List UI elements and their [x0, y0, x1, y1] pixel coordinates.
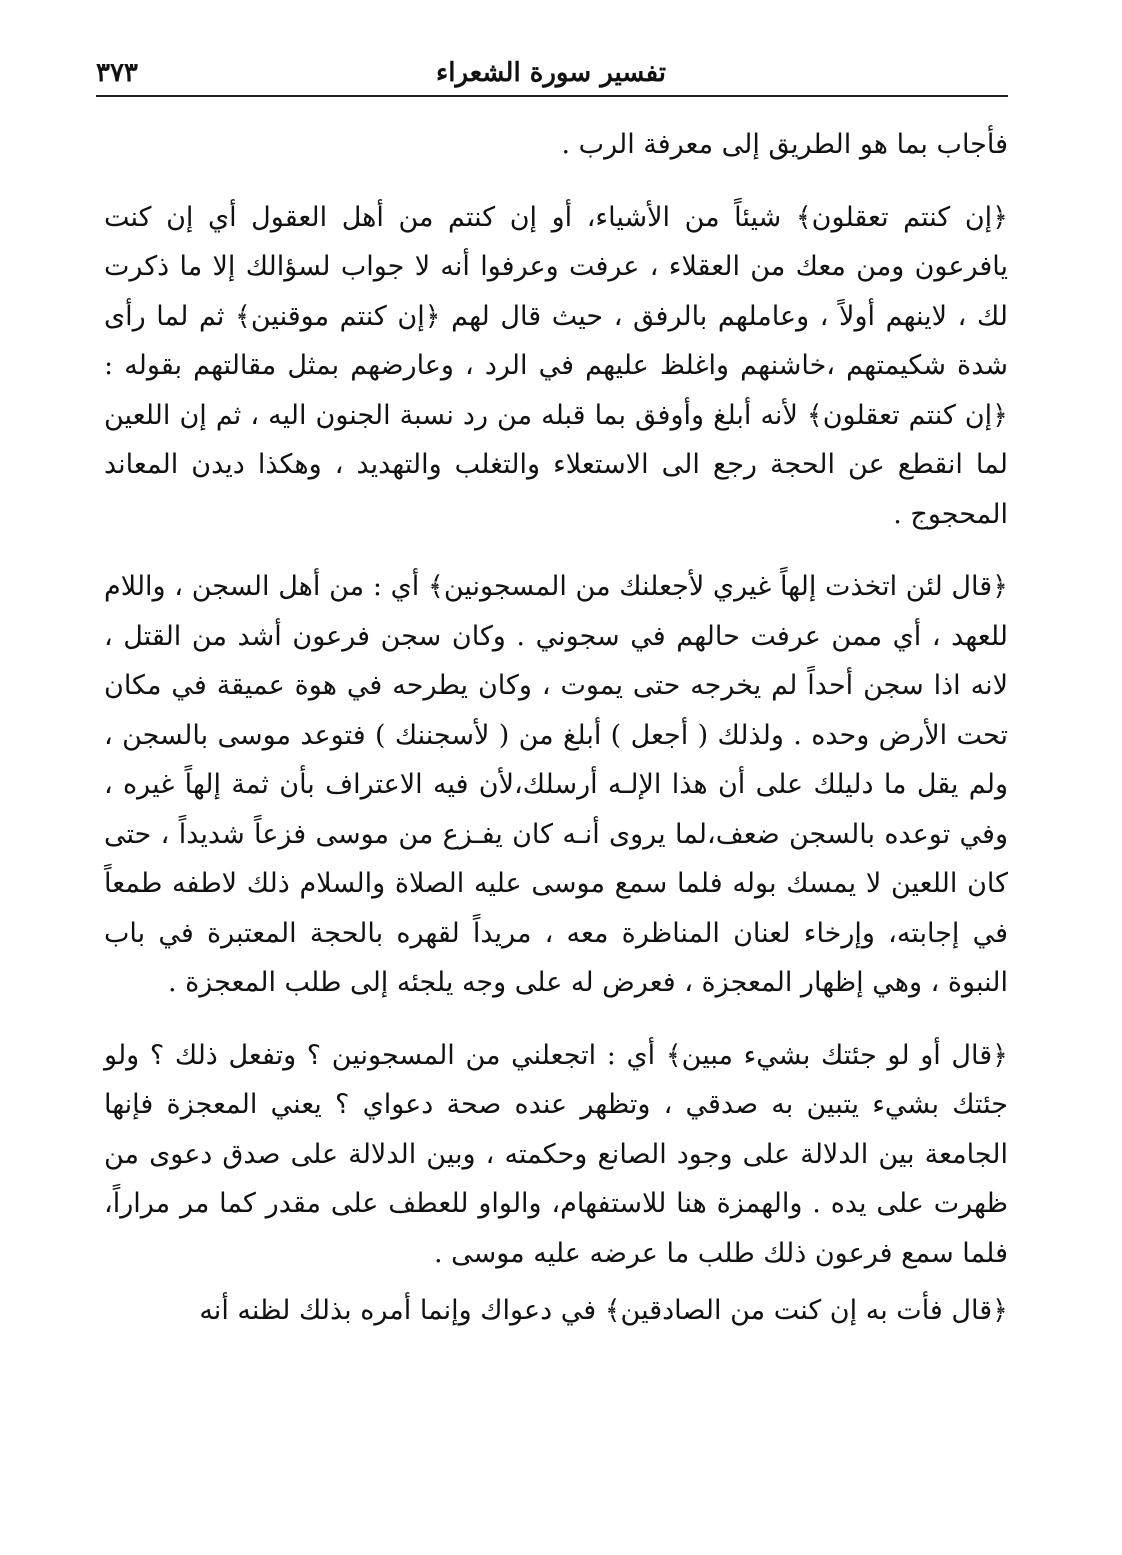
paragraph-3: ﴿قال لئن اتخذت إلهاً غيري لأجعلنك من المسجونين﴾ أي : من أهل السجن ، واللام للعهد ، أي ممن عرفت حالهم في سجوني . وكان سجن فرعون أشد من القتل ، لانه اذا سجن أحداً لم يخرجه حتى يموت ، وكان يطرحه في هوة عميقة في مكان تحت الأرض وحده . ولذلك ( أجعل ) أبلغ من ( لأسجننك ) فتوعد موسى بالسجن ، ولم يقل ما دليلك على أن هذا الإلـه أرسلك،لأن فيه الاعتراف بأن ثمة إلهاً غيره ، وفي توعده بالسجن ضعف،لما يروى أنـه كان يفـزع من موسى فزعاً شديداً ، حتى كان اللعين لا يمسك بوله فلما سمع موسى عليه الصلاة والسلام ذلك لاطفه طمعاً في إجابته، وإرخاء لعنان المناظرة معه ، مريداً لقهره بالحجة المعتبرة في باب النبوة ، وهي إظهار المعجزة ، فعرض له على وجه يلجئه إلى طلب المعجزة .	[104, 571, 1008, 998]
running-header	[96, 52, 1006, 92]
header-title: تفسير سورة الشعراء	[436, 58, 666, 88]
header-divider	[96, 95, 1008, 97]
paragraph-5: ﴿قال فأت به إن كنت من الصادقين﴾ في دعواك وإنما أمره بذلك لظنه أنه	[199, 1295, 1008, 1326]
paragraph-2: ﴿إن كنتم تعقلون﴾ شيئاً من الأشياء، أو إن كنتم من أهل العقول أي إن كنت يافرعون ومن معك من العقلاء ، عرفت وعرفوا أنه لا جواب لسؤالك إلا ما ذكرت لك ، لاينهم أولاً ، وعاملهم بالرفق ، حيث قال لهم ﴿إن كنتم موقنين﴾ ثم لما رأى شدة شكيمتهم ،خاشنهم واغلظ عليهم في الرد ، وعارضهم بمثل مقالتهم بقوله : ﴿إن كنتم تعقلون﴾ لأنه أبلغ وأوفق بما قبله من رد نسبة الجنون اليه ، ثم إن اللعين لما انقطع عن الحجة رجع الى الاستعلاء والتغلب والتهديد ، وهكذا ديدن المعاند المحجوج .	[104, 201, 1008, 530]
paragraph-1: فأجاب بما هو الطريق إلى معرفة الرب .	[561, 129, 1008, 160]
page-number: ٣٧٣	[96, 58, 138, 88]
paragraph-4: ﴿قال أو لو جئتك بشيء مبين﴾ أي : اتجعلني من المسجونين ؟ وتفعل ذلك ؟ ولو جئتك بشيء يتبين به صدقي ، وتظهر عنده صحة دعواي ؟ يعني المعجزة فإنها الجامعة بين الدلالة على وجود الصانع وحكمته ، وبين الدلالة على صدق دعوى من ظهرت على يده . والهمزة هنا للاستفهام، والواو للعطف على مقدر كما مر مراراً، فلما سمع فرعون ذلك طلب ما عرضه عليه موسى .	[104, 1039, 1008, 1269]
body-text	[104, 120, 1008, 1336]
